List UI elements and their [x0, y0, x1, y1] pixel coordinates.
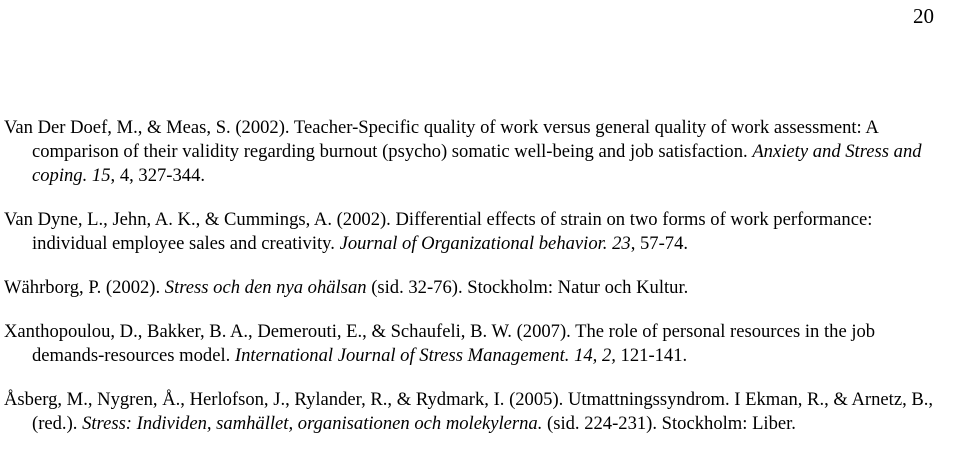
reference-text: Währborg, P. (2002). [4, 277, 165, 298]
book-title: Stress: Individen, samhället, organisationen och molekylerna. [82, 413, 543, 434]
volume: 15 [91, 165, 111, 186]
journal-title: International Journal of Stress Management. [234, 345, 570, 366]
reference-text: Åsberg, M., Nygren, Å., Herlofson, J., Rylander, R., & Rydmark, I. (2005). Utmattningssyndrom. I Ekman, R., & Arnetz, B., (red.). [4, 389, 934, 434]
reference-entry [4, 276, 949, 300]
journal-title: Anxiety and Stress and coping. [32, 141, 922, 186]
volume: 14, 2, [574, 345, 616, 366]
reference-text: , 57-74. [630, 233, 689, 254]
reference-entry [4, 116, 949, 188]
reference-text: 121-141. [615, 345, 688, 366]
reference-text: Van Der Doef, M., & Meas, S. (2002). Teacher-Specific quality of work versus general quality of work assessment: A comparison of their validity regarding burnout (psycho) somatic well-being and job satisfaction. [4, 117, 878, 162]
journal-title: Journal of Organizational behavior. [339, 233, 608, 254]
reference-text: , 4, 327-344. [110, 165, 206, 186]
reference-list [4, 116, 949, 436]
reference-entry [4, 388, 949, 436]
reference-entry [4, 320, 949, 368]
reference-text: Xanthopoulou, D., Bakker, B. A., Demerouti, E., & Schaufeli, B. W. (2007). The role of personal resources in the job demands-resources model. [4, 321, 876, 366]
reference-text: (sid. 224-231). Stockholm: Liber. [542, 413, 796, 434]
page-number: 20 [913, 4, 934, 28]
reference-text: (sid. 32-76). Stockholm: Natur och Kultur. [366, 277, 689, 298]
volume: 23 [612, 233, 631, 254]
book-title: Stress och den nya ohälsan [164, 277, 367, 298]
reference-entry [4, 208, 949, 256]
reference-text: Van Dyne, L., Jehn, A. K., & Cummings, A. (2002). Differential effects of strain on two forms of work performance: individual employee sales and creativity. [4, 209, 873, 254]
